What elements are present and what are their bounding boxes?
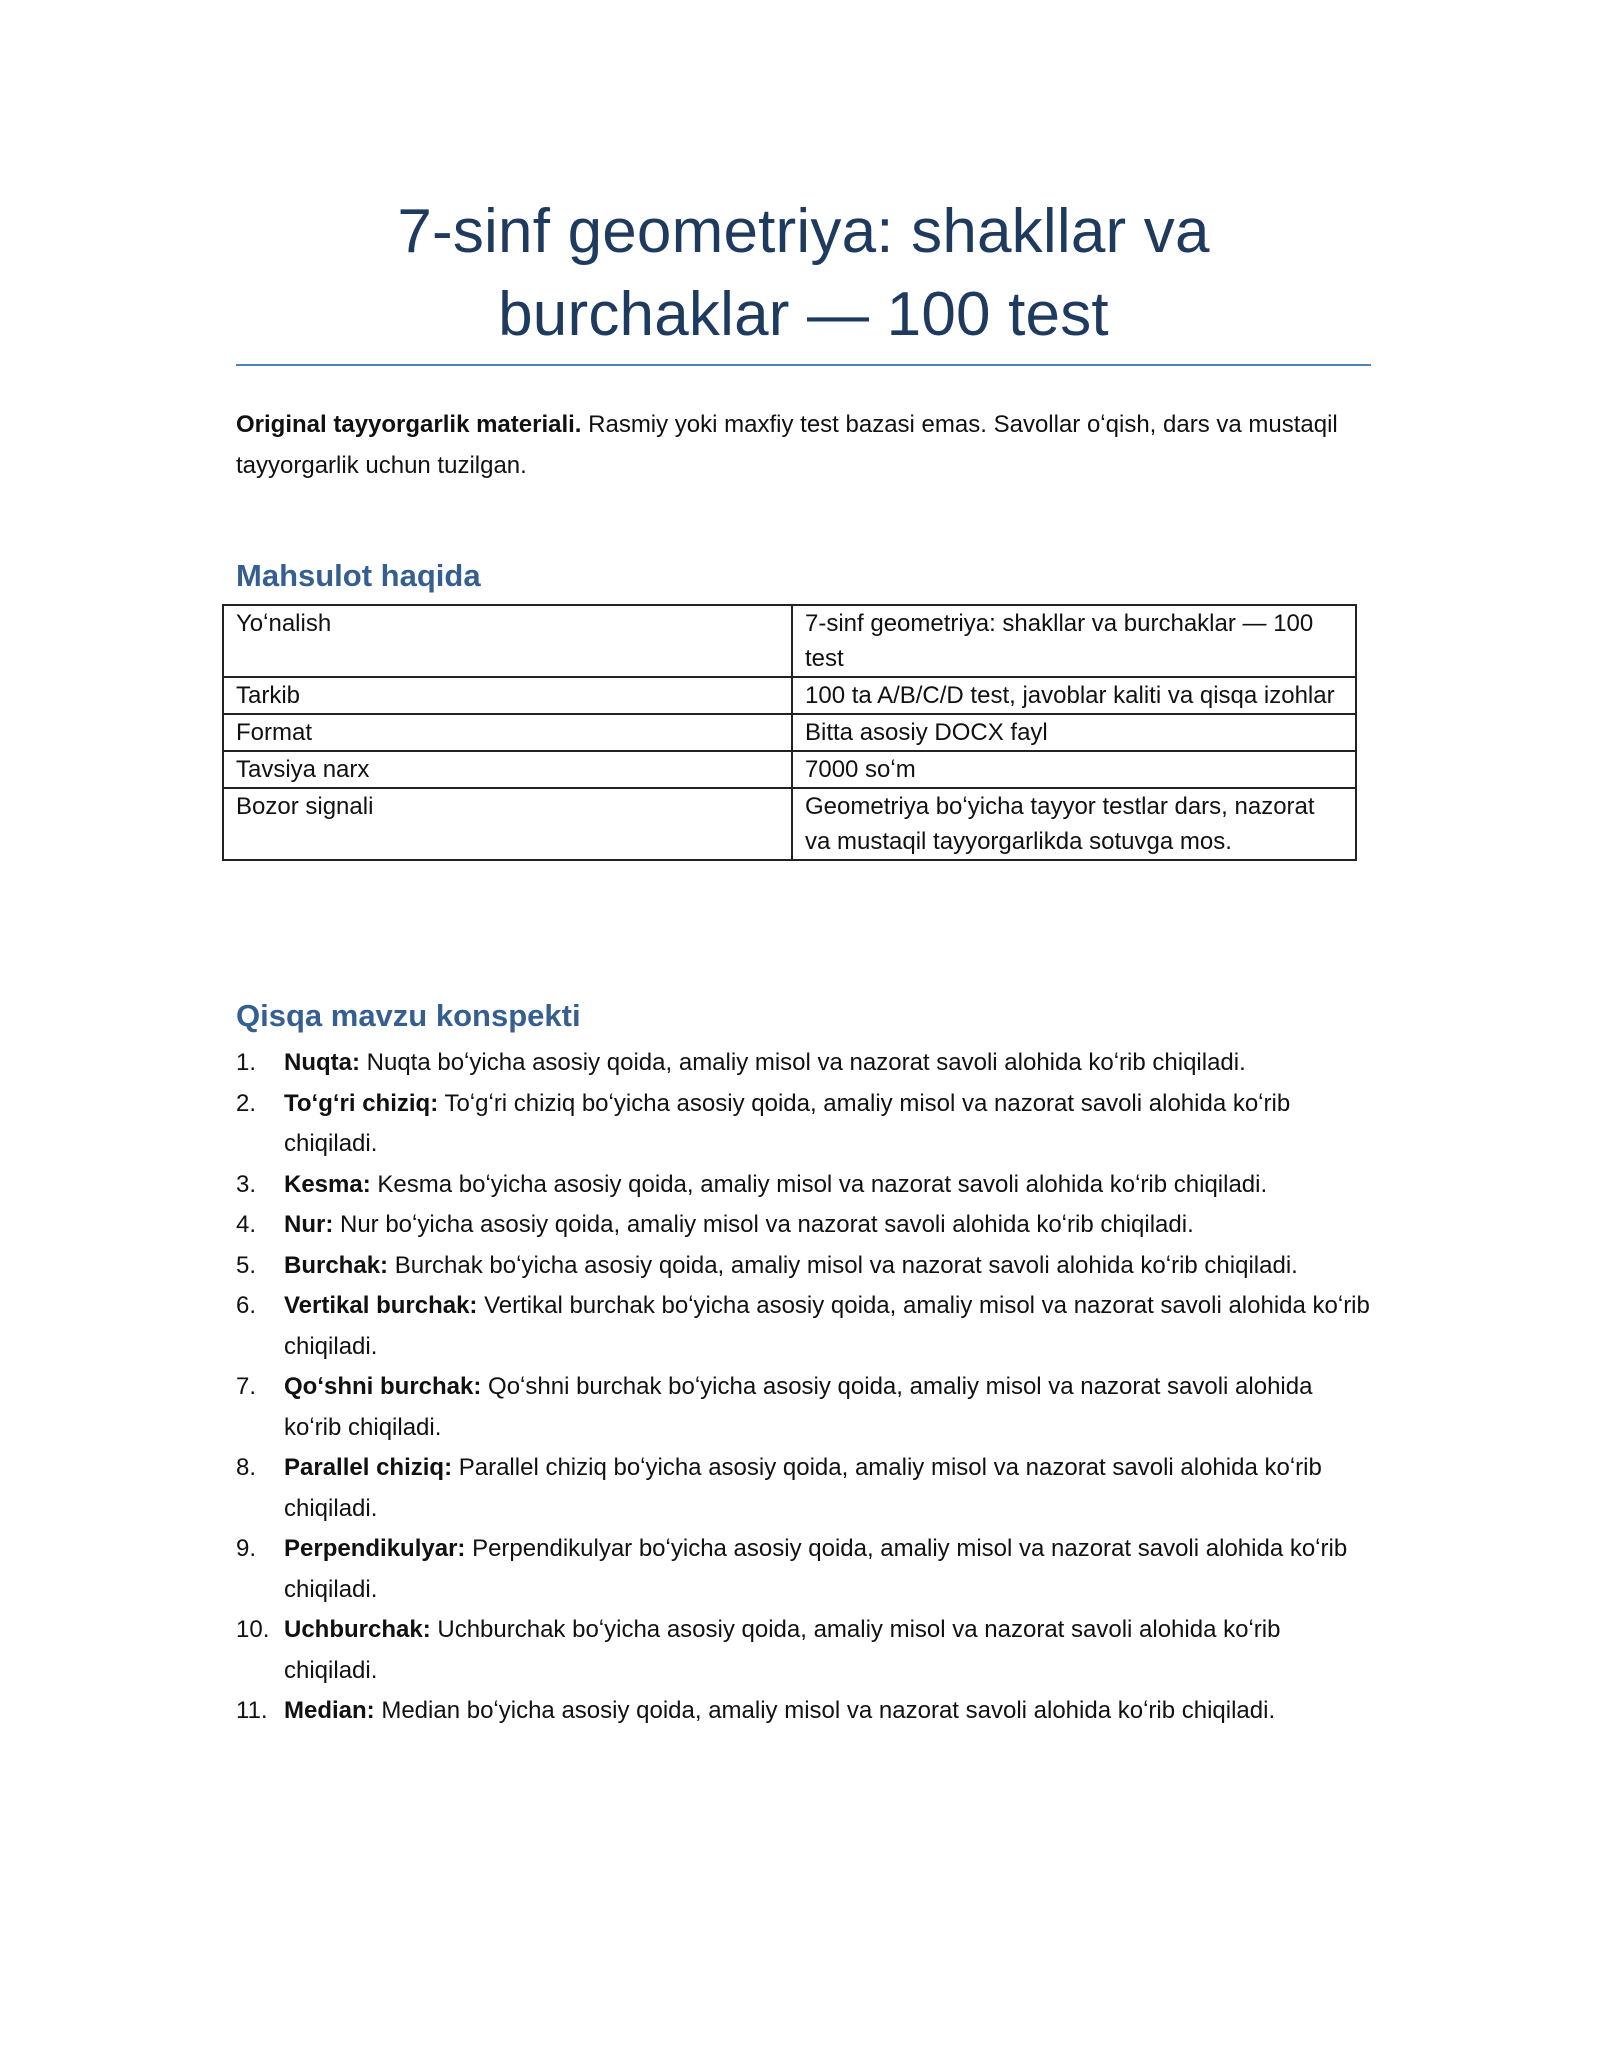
list-item <box>236 1084 1371 1165</box>
table-value: 7-sinf geometriya: shakllar va burchaklar — 100 test <box>792 605 1356 677</box>
list-item <box>236 1205 1371 1246</box>
list-item-number: 8. <box>236 1454 257 1481</box>
list-item-term: Perpendikulyar: <box>284 1535 466 1562</box>
table-value: 7000 soʻm <box>792 751 1356 788</box>
list-item-term: Qoʻshni burchak: <box>284 1373 482 1400</box>
list-item-term: Toʻgʻri chiziq: <box>284 1089 439 1117</box>
list-item <box>236 1610 1371 1691</box>
title-line-1: 7-sinf geometriya: shakllar va <box>397 197 1210 266</box>
list-item-text: Kesma boʻyicha asosiy qoida, amaliy misol va nazorat savoli alohida koʻrib chiqiladi. <box>370 1170 1268 1198</box>
intro-bold-lead: Original tayyorgarlik materiali. <box>236 411 582 438</box>
topic-list <box>236 1043 1371 1732</box>
list-item-number: 10. <box>236 1616 270 1643</box>
list-item-number: 1. <box>236 1049 257 1076</box>
list-item <box>236 1529 1371 1610</box>
list-item-number: 7. <box>236 1373 257 1400</box>
list-item-term: Burchak: <box>284 1251 389 1279</box>
list-item-term: Median: <box>284 1697 375 1724</box>
table-row <box>223 714 1356 751</box>
list-item-number: 6. <box>236 1292 257 1319</box>
list-item-text: Nur boʻyicha asosiy qoida, amaliy misol va nazorat savoli alohida koʻrib chiqiladi. <box>333 1211 1194 1238</box>
list-item-number: 5. <box>236 1251 257 1279</box>
list-item-text: Vertikal burchak boʻyicha asosiy qoida, amaliy misol va nazorat savoli alohida koʻrib chiqiladi. <box>284 1292 1370 1360</box>
list-item-text: Uchburchak boʻyicha asosiy qoida, amaliy misol va nazorat savoli alohida koʻrib chiqiladi. <box>284 1616 1281 1684</box>
table-value: Bitta asosiy DOCX fayl <box>792 714 1356 751</box>
list-item <box>236 1286 1371 1367</box>
list-item-number: 3. <box>236 1170 257 1198</box>
list-item-term: Parallel chiziq: <box>284 1454 453 1481</box>
list-item-text: Toʻgʻri chiziq boʻyicha asosiy qoida, amaliy misol va nazorat savoli alohida koʻrib chiqiladi. <box>284 1089 1291 1157</box>
list-item-term: Nuqta: <box>284 1049 360 1076</box>
table-row <box>223 605 1356 677</box>
list-item-text: Qoʻshni burchak boʻyicha asosiy qoida, amaliy misol va nazorat savoli alohida koʻrib chiqiladi. <box>284 1373 1313 1441</box>
list-item-term: Kesma: <box>284 1170 371 1198</box>
list-item <box>236 1043 1371 1084</box>
list-item-term: Vertikal burchak: <box>284 1292 478 1319</box>
list-item-term: Nur: <box>284 1211 334 1238</box>
list-item <box>236 1246 1371 1287</box>
table-row <box>223 677 1356 714</box>
title-underline <box>236 364 1371 366</box>
about-heading: Mahsulot haqida <box>236 558 481 593</box>
list-item-number: 2. <box>236 1089 257 1117</box>
list-item-number: 9. <box>236 1535 257 1562</box>
list-item-term: Uchburchak: <box>284 1616 431 1643</box>
table-key: Bozor signali <box>223 788 792 860</box>
table-value: Geometriya boʻyicha tayyor testlar dars, nazorat va mustaqil tayyorgarlikda sotuvga mos. <box>792 788 1356 860</box>
list-item <box>236 1165 1371 1206</box>
list-item <box>236 1691 1371 1732</box>
table-key: Tavsiya narx <box>223 751 792 788</box>
list-item-number: 11. <box>236 1697 268 1724</box>
product-info-table <box>222 604 1357 861</box>
list-item-text: Burchak boʻyicha asosiy qoida, amaliy misol va nazorat savoli alohida koʻrib chiqiladi. <box>388 1251 1298 1279</box>
table-row <box>223 788 1356 860</box>
summary-heading: Qisqa mavzu konspekti <box>236 998 581 1033</box>
list-item <box>236 1448 1371 1529</box>
intro-paragraph <box>236 404 1371 486</box>
title-line-2: burchaklar — 100 test <box>498 280 1109 349</box>
list-item-text: Perpendikulyar boʻyicha asosiy qoida, amaliy misol va nazorat savoli alohida koʻrib chiqiladi. <box>284 1535 1348 1603</box>
document-title <box>236 190 1371 356</box>
table-key: Tarkib <box>223 677 792 714</box>
table-value: 100 ta A/B/C/D test, javoblar kaliti va qisqa izohlar <box>792 677 1356 714</box>
table-key: Format <box>223 714 792 751</box>
list-item <box>236 1367 1371 1448</box>
list-item-text: Median boʻyicha asosiy qoida, amaliy misol va nazorat savoli alohida koʻrib chiqiladi. <box>374 1697 1276 1724</box>
intro-text: Rasmiy yoki maxfiy test bazasi emas. Savollar oʻqish, dars va mustaqil tayyorgarlik uchun tuzilgan. <box>236 411 1338 479</box>
list-item-text: Parallel chiziq boʻyicha asosiy qoida, amaliy misol va nazorat savoli alohida koʻrib chiqiladi. <box>284 1454 1322 1522</box>
list-item-text: Nuqta boʻyicha asosiy qoida, amaliy misol va nazorat savoli alohida koʻrib chiqiladi. <box>359 1049 1246 1076</box>
table-row <box>223 751 1356 788</box>
table-key: Yoʻnalish <box>223 605 792 677</box>
list-item-number: 4. <box>236 1211 257 1238</box>
